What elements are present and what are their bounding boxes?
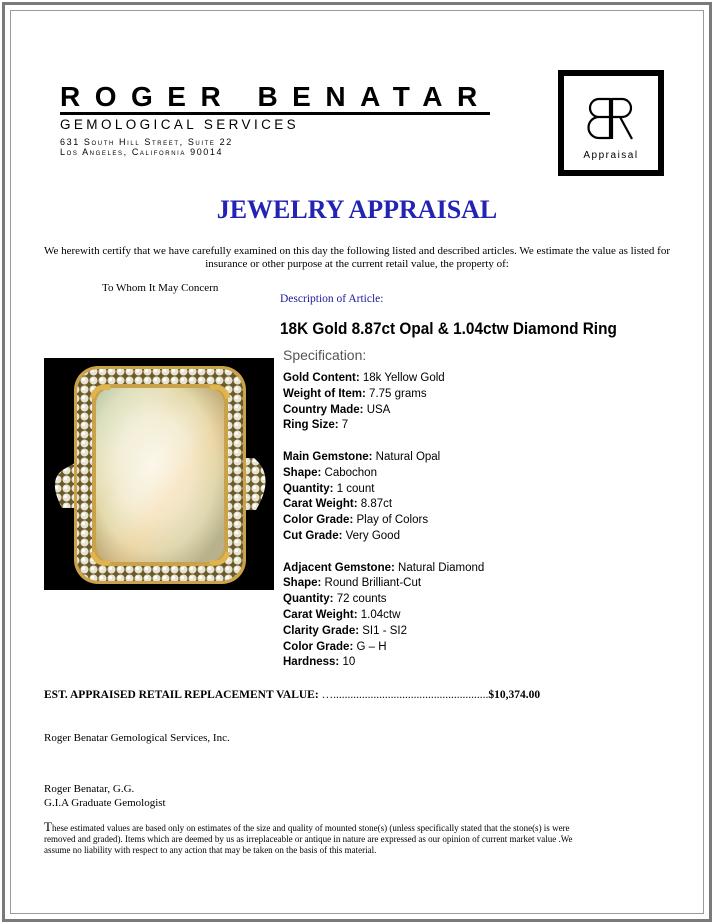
spec-value: 72 counts bbox=[336, 593, 387, 606]
spec-value: Play of Colors bbox=[356, 514, 429, 527]
spec-row bbox=[283, 608, 484, 624]
address-line-2: Los Angeles, California 90014 bbox=[60, 147, 224, 157]
opal-ring-image bbox=[44, 358, 274, 590]
signer-block bbox=[44, 782, 166, 810]
spec-row bbox=[283, 655, 484, 671]
spec-label: Clarity Grade: bbox=[283, 624, 360, 637]
spec-value: Round Brilliant-Cut bbox=[324, 577, 422, 590]
spec-row bbox=[283, 529, 484, 545]
disclaimer-initial: T bbox=[44, 819, 52, 834]
appraised-value-amount: $10,374.00 bbox=[488, 689, 541, 701]
spec-label: Ring Size: bbox=[283, 419, 339, 432]
spec-row bbox=[283, 576, 484, 592]
spec-row bbox=[283, 513, 484, 529]
spec-row bbox=[283, 466, 484, 482]
spec-row bbox=[283, 418, 484, 434]
spec-value: Very Good bbox=[345, 529, 400, 542]
adjacent-gemstone-specs bbox=[283, 561, 484, 672]
spec-value: 10 bbox=[342, 656, 356, 669]
company-name: ROGER BENATAR bbox=[60, 81, 492, 112]
spec-label: Shape: bbox=[283, 577, 322, 590]
spec-label: Shape: bbox=[283, 466, 322, 479]
spec-label: Quantity: bbox=[283, 482, 334, 495]
appraisal-logo bbox=[558, 70, 664, 176]
value-leader-dots: …...................................................... bbox=[321, 689, 489, 701]
spec-label: Main Gemstone: bbox=[283, 450, 373, 463]
company-rule bbox=[60, 112, 490, 115]
spec-value: USA bbox=[366, 403, 391, 416]
certification-text: We herewith certify that we have carefully examined on this day the following listed and described articles. We estimate the value as listed for insurance or other purpose at the current retail value, the property of: bbox=[43, 245, 671, 270]
signer-name: Roger Benatar, G.G. bbox=[44, 783, 135, 795]
spec-value: 18k Yellow Gold bbox=[362, 372, 445, 384]
spec-label: Color Grade: bbox=[283, 640, 354, 653]
spec-label: Weight of Item: bbox=[283, 387, 366, 400]
company-subtitle: GEMOLOGICAL SERVICES bbox=[60, 117, 300, 132]
signer-title: G.I.A Graduate Gemologist bbox=[44, 797, 166, 809]
spec-label: Hardness: bbox=[283, 656, 340, 669]
spec-value: 1.04ctw bbox=[360, 608, 401, 621]
appraised-value-line bbox=[44, 689, 540, 701]
spec-row bbox=[283, 387, 484, 403]
ring-photo bbox=[44, 358, 274, 590]
spec-row bbox=[283, 624, 484, 640]
disclaimer-text: hese estimated values are based only on estimates of the size and quality of mounted stone(s) (unless specifically stated that the stone(s) is were removed and graded). Items which are deemed by us as irreplaceable or antique in nature are expressed as our opinion of current market value .We assume no liability with respect to any action that may be taken on the basis of this material. bbox=[44, 823, 573, 855]
spec-value: Natural Diamond bbox=[398, 561, 485, 574]
recipient: To Whom It May Concern bbox=[102, 282, 219, 294]
specification-label: Specification: bbox=[283, 347, 367, 363]
spec-label: Color Grade: bbox=[283, 514, 354, 527]
spec-row bbox=[283, 640, 484, 656]
metal-specs bbox=[283, 371, 484, 434]
spec-row bbox=[283, 450, 484, 466]
spec-row bbox=[283, 592, 484, 608]
description-label: Description of Article: bbox=[280, 293, 384, 305]
spec-label: Country Made: bbox=[283, 403, 364, 416]
spec-row bbox=[283, 403, 484, 419]
spec-value: Natural Opal bbox=[375, 450, 441, 463]
main-gemstone-specs bbox=[283, 450, 484, 545]
appraised-value-label: EST. APPRAISED RETAIL REPLACEMENT VALUE: bbox=[44, 689, 319, 701]
spec-value: 7.75 grams bbox=[369, 387, 427, 400]
spec-row bbox=[283, 371, 484, 387]
spec-label: Gold Content: bbox=[283, 372, 360, 384]
address-line-1: 631 South Hill Street, Suite 22 bbox=[60, 137, 233, 147]
spec-label: Carat Weight: bbox=[283, 608, 358, 621]
company-footer: Roger Benatar Gemological Services, Inc. bbox=[44, 732, 230, 744]
spec-value: SI1 - SI2 bbox=[362, 624, 408, 637]
document-title: JEWELRY APPRAISAL bbox=[216, 195, 498, 224]
spec-label: Quantity: bbox=[283, 593, 334, 606]
specifications bbox=[283, 371, 484, 687]
spec-row bbox=[283, 497, 484, 513]
spec-row bbox=[283, 561, 484, 577]
spec-value: 1 count bbox=[336, 482, 375, 495]
spec-value: G – H bbox=[356, 640, 387, 653]
spec-value: 8.87ct bbox=[360, 498, 393, 511]
spec-value: 7 bbox=[341, 419, 349, 432]
spec-label: Carat Weight: bbox=[283, 498, 358, 511]
br-monogram-icon bbox=[585, 96, 637, 142]
logo-caption: Appraisal bbox=[583, 150, 639, 161]
spec-label: Cut Grade: bbox=[283, 529, 343, 542]
spec-value: Cabochon bbox=[324, 466, 377, 479]
spec-row bbox=[283, 482, 484, 498]
article-title: 18K Gold 8.87ct Opal & 1.04ctw Diamond Ring bbox=[280, 320, 617, 338]
spec-label: Adjacent Gemstone: bbox=[283, 561, 395, 574]
disclaimer bbox=[44, 821, 584, 856]
